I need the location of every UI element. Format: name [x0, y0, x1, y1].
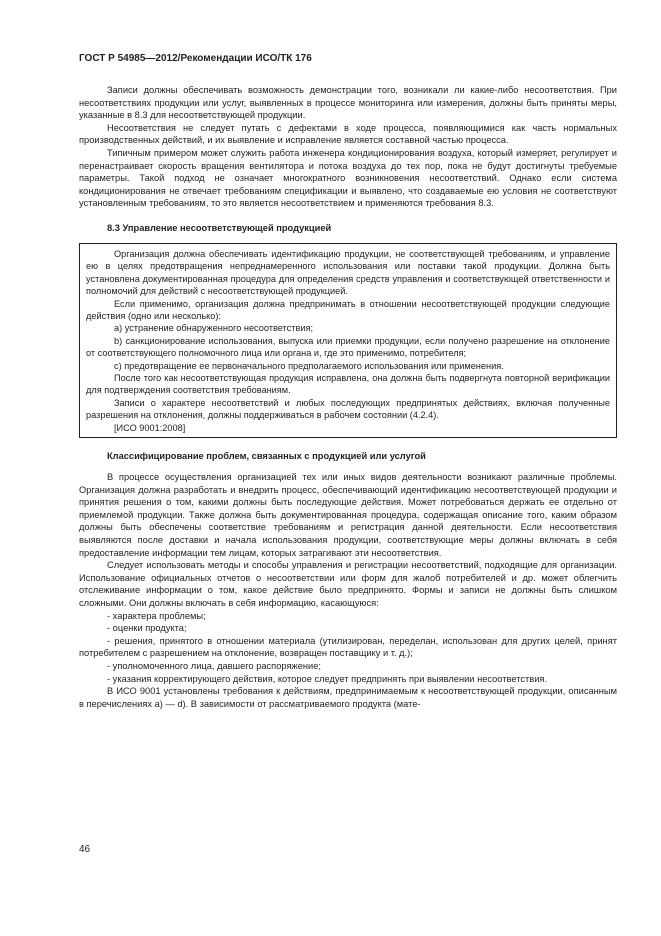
list-item: - уполномоченного лица, давшего распоряжение; [107, 660, 321, 671]
box-paragraph-4: Записи о характере несоответствий и любых последующих предпринятых действиях, включая полученные разрешения на отклонения, должны поддерживаться в рабочем состоянии (4.2.4). [86, 397, 610, 421]
box-item-a: a) устранение обнаруженного несоответствия; [114, 323, 314, 334]
intro-paragraph-1: Записи должны обеспечивать возможность демонстрации того, возникали ли какие-либо несоответствия. При несоответствиях продукции или услуг, выявленных в процессе мониторинга или измерения, должны быть приняты меры, указанные в 8.3 для несоответствующей продукции. [79, 85, 617, 121]
standard-quote-box [79, 243, 617, 438]
body-paragraph-3: В ИСО 9001 установлены требования к действиям, предпринимаемым к несоответствующей продукции, описанным в перечислениях a) — d). В зависимости от рассматриваемого продукта (мате- [79, 686, 617, 709]
list-item: - оценки продукта; [107, 623, 187, 634]
box-item-b: b) санкционирование использования, выпуска или приемки продукции, если получено разрешение на отклонение от соответствующего полномочного лица или органа и, где это применимо, потребителя; [86, 335, 610, 359]
body-paragraph-2: Следует использовать методы и способы управления и регистрации несоответствий, подходящие для организации. Использование официальных отчетов о несоответствии или форм для жалоб потребителей и др. может облегчить отслеживание информации о том, какое действие было предпринято. Формы и записи не должны быть слишком сложными. Они должны включать в себя информацию, касающуюся: [79, 560, 617, 608]
section-title: 8.3 Управление несоответствующей продукцией [107, 222, 332, 233]
box-item-c: c) предотвращение ее первоначального предполагаемого использования или применения. [114, 360, 504, 371]
document-page [79, 52, 617, 710]
box-reference: [ИСО 9001:2008] [114, 422, 186, 433]
list-item: - указания корректирующего действия, которое следует предпринять при выявлении несоответствия. [107, 673, 548, 684]
box-paragraph-1: Организация должна обеспечивать идентификацию продукции, не соответствующей требованиям, и управление ею в целях предотвращения непреднамеренного использования или поставки такой продукции. Должна быть установлена документированная процедура для определения средств управления и соответствующей ответственности и полномочий для действий с несоответствующей продукцией. [86, 248, 610, 297]
list-item: - характера проблемы; [107, 610, 206, 621]
box-paragraph-2: Если применимо, организация должна предпринимать в отношении несоответствующей продукции следующие действия (одно или несколько): [86, 298, 610, 321]
document-header: ГОСТ Р 54985—2012/Рекомендации ИСО/ТК 176 [79, 53, 312, 64]
intro-paragraph-3: Типичным примером может служить работа инженера кондиционирования воздуха, который измеряет, регулирует и перенастраивает скорость вращения вентилятора и потока воздуха до тех пор, пока не будут достигнуты требуемые параметры. Такой подход не означает многократного возникновения несоответствий. Однако если система кондиционирования не отвечает требованиям спецификации и выявлено, что создаваемые ею условия не соответствуют установленным требованиям, то это является несоответствием и применяются требования 8.3. [79, 147, 617, 209]
page-number: 46 [79, 844, 91, 855]
list-item: - решения, принятого в отношении материала (утилизирован, переделан, использован для других целей, принят потребителем с разрешением на отклонение, возвращен поставщику и т. д.); [79, 635, 617, 659]
subsection-title: Классифицирование проблем, связанных с продукцией или услугой [107, 451, 426, 462]
intro-paragraph-2: Несоответствия не следует путать с дефектами в ходе процесса, появляющимися как часть нормальных производственных действий, и их выявление и исправление является составной частью процесса. [79, 122, 617, 146]
box-paragraph-3: После того как несоответствующая продукция исправлена, она должна быть подвергнута повторной верификации для подтверждения соответствия требованиям. [86, 373, 610, 396]
body-paragraph-1: В процессе осуществления организацией тех или иных видов деятельности возникают различные проблемы. Организация должна разработать и внедрить процесс, обеспечивающий идентификацию несоответствующей продукции и принятия решения о том, какими должны быть последующие действия. Может потребоваться держать ее отдельно от приемлемой продукции. Также должна быть документированная процедура, содержащая описание того, каким образом должны быть обеспечены соответствие требованиям и регистрация данной деятельности. Если несоответствия выявляются после доставки и начала использования продукции, соответствующие меры должны включать в себя предоставление информации тем лицам, которых затрагивают эти несоответствия. [79, 472, 617, 558]
